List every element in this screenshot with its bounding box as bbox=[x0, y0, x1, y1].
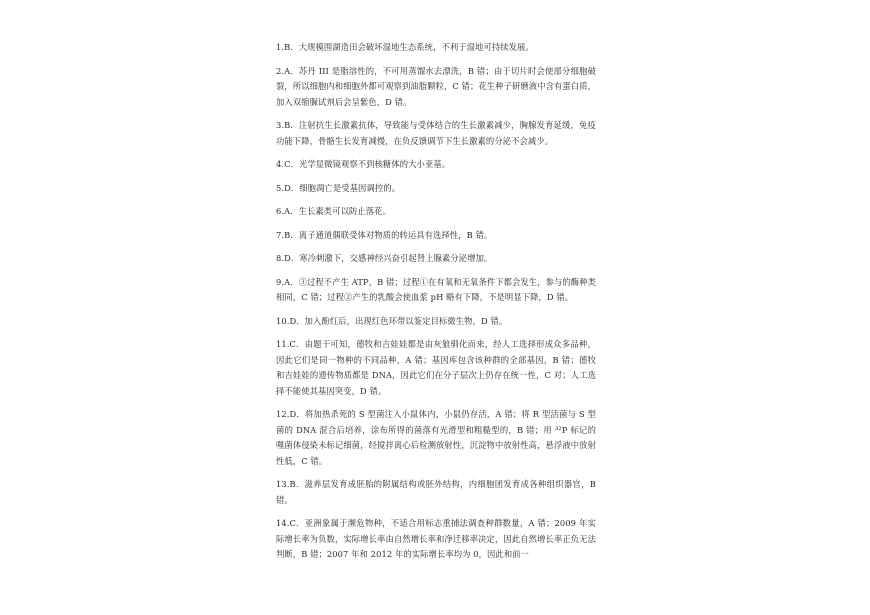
answer-item-8: 8.D．寒冷刺激下，交感神经兴奋引起肾上腺素分泌增加。 bbox=[276, 253, 493, 263]
answer-item-7: 7.B．离子通道偶联受体对物质的转运具有选择性，B 错。 bbox=[276, 229, 493, 240]
answer-document bbox=[276, 40, 596, 571]
answer-item-9: 9.A．③过程不产生 ATP，B 错；过程①在有氧和无氧条件下都会发生，参与的酶种类相同，C 错；过程②产生的乳酸会使血浆 pH 略有下降，不是明显下降，D 错。 bbox=[276, 276, 596, 302]
answer-item-14: 14.C．亚洲象属于濒危物种，不适合用标志重捕法调查种群数量，A 错；2009 年实际增长率为负数，实际增长率由自然增长率和净迁移率决定，因此自然增长率正负无法判断，B 错；2007 年和 2012 年的实际增长率均为 0，因此和前一 bbox=[276, 518, 596, 559]
answer-item-4: 4.C．光学显微镜观察不到核糖体的大小亚基。 bbox=[276, 159, 451, 169]
answer-item-1: 1.B．大规模围湖造田会破坏湿地生态系统，不利于湿地可持续发展。 bbox=[276, 42, 534, 52]
answer-item-11: 11.C．由题干可知，德牧和吉娃娃都是由灰狼驯化而来，经人工选择形成众多品种，因此它们是同一物种的不同品种，A 错；基因库包含该种群的全部基因，B 错；德牧和吉娃娃的遗传物质都是 DNA，因此它们在分子层次上仍存在统一性，C 对；人工选择不能使其基因突变，D 错。 bbox=[276, 339, 596, 396]
answer-item-5: 5.D．细胞凋亡是受基因调控的。 bbox=[276, 182, 401, 193]
answer-item-13: 13.B．滋养层发育成胚胎的附属结构或胚外结构，内细胞团发育成各种组织器官，B 错。 bbox=[276, 479, 596, 505]
answer-item-3: 3.B．注射抗生长激素抗体，导致能与受体结合的生长激素减少，胸腺发育延缓，免疫功能下降，骨骼生长发育减慢，在负反馈调节下生长激素的分泌不会减少。 bbox=[276, 120, 596, 146]
answer-item-10: 10.D．加入酚红后，出现红色环带以鉴定目标微生物，D 错。 bbox=[276, 315, 508, 326]
answer-item-6: 6.A．生长素类可以防止落花。 bbox=[276, 206, 391, 216]
answer-item-12: 12.D．将加热杀死的 S 型菌注入小鼠体内，小鼠仍存活，A 错；将 R 型活菌与 S 型菌的 DNA 混合后培养，涂布所得的菌落有光滑型和粗糙型的，B 错；用 ³²P 标记的噬菌体侵染未标记细菌，经搅拌离心后检测放射性，沉淀物中放射性高，悬浮液中放射性低，C 错。 bbox=[276, 409, 596, 466]
answer-item-2: 2.A．苏丹 III 是脂溶性的，不可用蒸馏水去漂洗，B 错；由于切片时会使部分细胞破裂，所以细胞内和细胞外都可观察到油脂颗粒，C 错；花生种子研磨液中含有蛋白质，加入双缩脲试剂后会呈紫色，D 错。 bbox=[276, 65, 596, 107]
